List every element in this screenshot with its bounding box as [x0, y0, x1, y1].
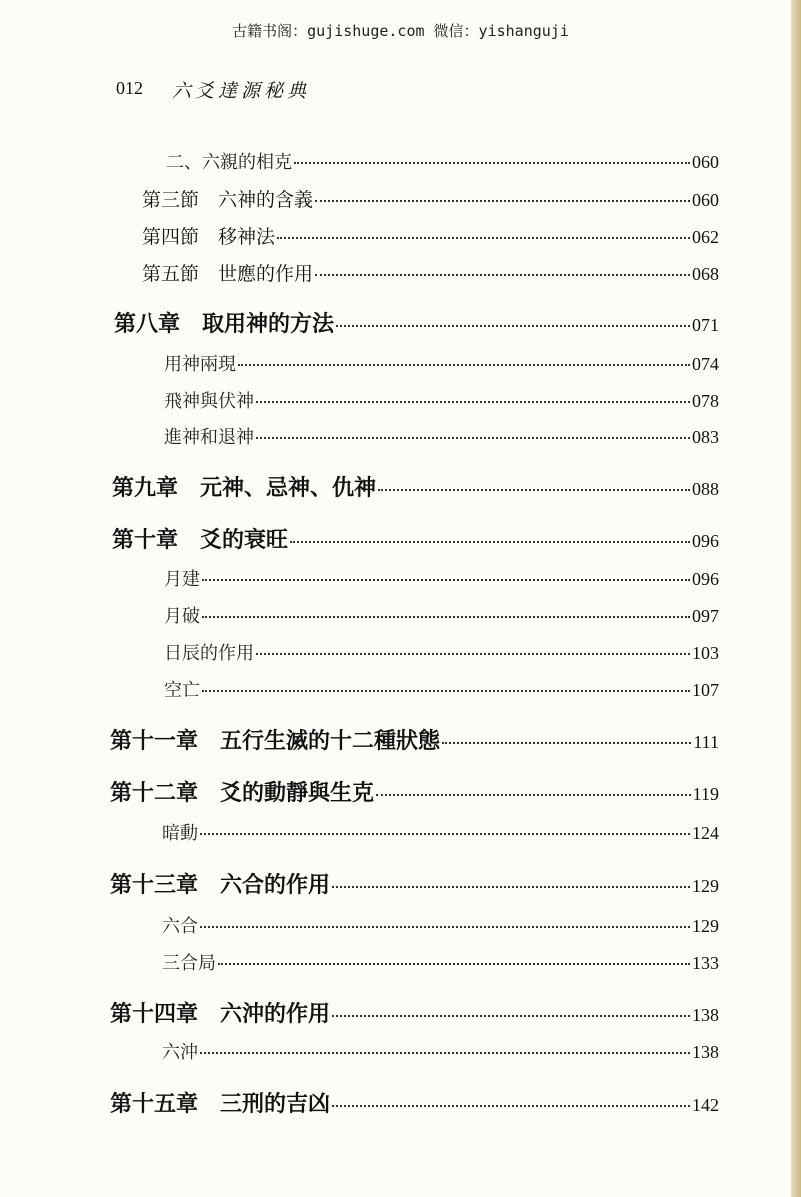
leader-dots: [315, 274, 690, 276]
toc-entry-title: 第八章 取用神的方法: [114, 311, 335, 337]
toc-entry[interactable]: [164, 350, 719, 376]
leader-dots: [315, 200, 690, 202]
toc-entry[interactable]: [142, 185, 719, 212]
leader-dots: [442, 742, 691, 744]
toc-entry[interactable]: [164, 676, 719, 702]
leader-dots: [294, 162, 690, 164]
leader-dots: [332, 1015, 690, 1017]
toc-entry-page: 068: [692, 264, 719, 284]
toc-entry-page: 138: [692, 1042, 719, 1062]
toc-entry-title: 六合: [162, 916, 198, 937]
toc-entry-page: 097: [692, 606, 719, 626]
page-number: 012: [116, 78, 143, 98]
leader-dots: [290, 541, 690, 543]
toc-entry-title: 空亡: [164, 680, 200, 701]
watermark-text: 古籍书阁：gujishuge.com 微信：yishanguji: [232, 22, 569, 40]
leader-dots: [256, 437, 690, 439]
toc-entry-page: 088: [692, 479, 719, 499]
toc-entry[interactable]: [110, 997, 719, 1028]
toc-entry-title: 第十一章 五行生滅的十二種狀態: [110, 728, 441, 754]
toc-entry-title: 第十五章 三刑的吉凶: [110, 1091, 331, 1117]
toc-entry[interactable]: [164, 639, 719, 665]
toc-entry-title: 暗動: [162, 823, 198, 844]
toc-entry-page: 074: [692, 354, 719, 374]
toc-entry-title: 第三節 六神的含義: [142, 189, 314, 211]
toc-entry-page: 078: [692, 391, 719, 411]
toc-entry[interactable]: [110, 724, 719, 755]
toc-entry-title: 用神兩現: [164, 354, 236, 375]
toc-entry-page: 119: [692, 784, 719, 804]
toc-entry-title: 第十四章 六沖的作用: [110, 1001, 331, 1027]
book-title: 六爻達源秘典: [172, 80, 311, 102]
toc-entry[interactable]: [162, 912, 719, 938]
leader-dots: [200, 1052, 690, 1054]
toc-entry-title: 第四節 移神法: [142, 226, 276, 248]
toc-entry[interactable]: [164, 387, 719, 413]
leader-dots: [332, 886, 690, 888]
toc-entry[interactable]: [142, 222, 719, 249]
toc-entry-page: 111: [693, 732, 719, 752]
leader-dots: [256, 653, 690, 655]
leader-dots: [202, 579, 690, 581]
toc-entry[interactable]: [142, 259, 719, 286]
toc-entry-title: 三合局: [162, 953, 216, 974]
leader-dots: [200, 833, 690, 835]
toc-entry-page: 096: [692, 569, 719, 589]
toc-entry-title: 月建: [164, 569, 200, 590]
leader-dots: [376, 794, 691, 796]
toc-entry-title: 二、六親的相克: [166, 152, 292, 173]
toc-entry[interactable]: [114, 307, 719, 338]
toc-entry-page: 129: [692, 876, 719, 896]
leader-dots: [336, 325, 690, 327]
leader-dots: [332, 1105, 690, 1107]
toc-entry-title: 第十三章 六合的作用: [110, 872, 331, 898]
toc-entry[interactable]: [112, 523, 719, 554]
leader-dots: [202, 690, 690, 692]
leader-dots: [277, 237, 690, 239]
toc-entry-page: 096: [692, 531, 719, 551]
toc-entry[interactable]: [162, 949, 719, 975]
toc-entry[interactable]: [166, 148, 719, 174]
toc-entry[interactable]: [112, 471, 719, 502]
toc-entry-page: 083: [692, 427, 719, 447]
toc-entry-page: 124: [692, 823, 719, 843]
toc-entry-title: 月破: [164, 606, 200, 627]
toc-entry-title: 第九章 元神、忌神、仇神: [112, 475, 377, 501]
leader-dots: [202, 616, 690, 618]
toc-entry-title: 飛神與伏神: [164, 391, 254, 412]
toc-entry-page: 107: [692, 680, 719, 700]
toc-entry-title: 進神和退神: [164, 427, 254, 448]
toc-entry[interactable]: [162, 819, 719, 845]
toc-entry-title: 第十二章 爻的動靜與生克: [110, 780, 375, 806]
toc-entry[interactable]: [162, 1038, 719, 1064]
toc-entry-title: 第五節 世應的作用: [142, 263, 314, 285]
toc-entry-page: 060: [692, 190, 719, 210]
toc-entry-title: 六沖: [162, 1042, 198, 1063]
toc-entry[interactable]: [110, 868, 719, 899]
toc-entry-page: 071: [692, 315, 719, 335]
leader-dots: [256, 401, 690, 403]
toc-entry[interactable]: [110, 776, 719, 807]
leader-dots: [200, 926, 690, 928]
toc-entry[interactable]: [164, 602, 719, 628]
toc-entry[interactable]: [164, 565, 719, 591]
toc-entry[interactable]: [110, 1087, 719, 1118]
toc-entry-page: 133: [692, 953, 719, 973]
toc-entry-title: 第十章 爻的衰旺: [112, 527, 289, 553]
leader-dots: [218, 963, 690, 965]
toc-entry-title: 日辰的作用: [164, 643, 254, 664]
toc-entry-page: 129: [692, 916, 719, 936]
toc-entry-page: 142: [692, 1095, 719, 1115]
leader-dots: [378, 489, 690, 491]
toc-entry-page: 103: [692, 643, 719, 663]
toc-entry-page: 060: [692, 152, 719, 172]
toc-entry-page: 062: [692, 227, 719, 247]
toc-entry-page: 138: [692, 1005, 719, 1025]
leader-dots: [238, 364, 690, 366]
toc-entry[interactable]: [164, 423, 719, 449]
